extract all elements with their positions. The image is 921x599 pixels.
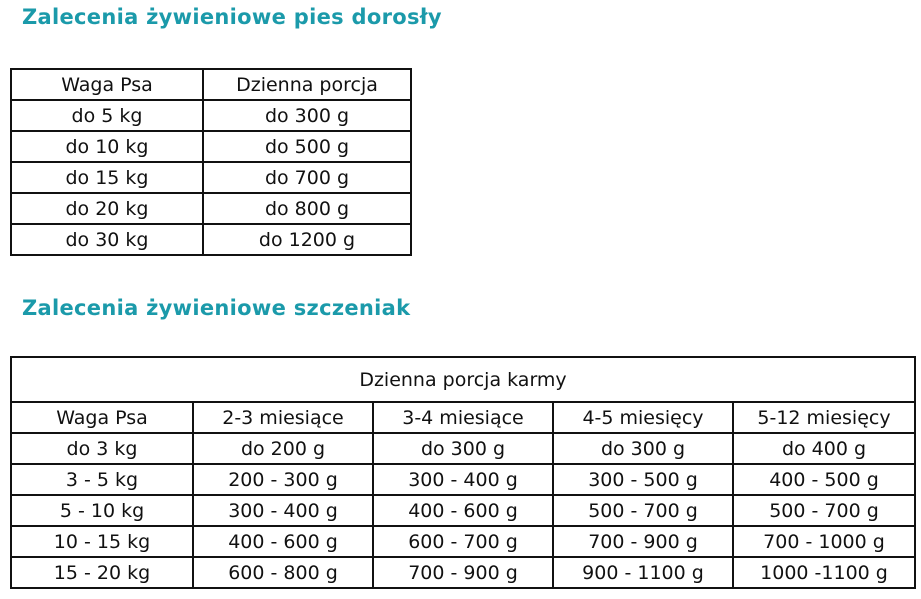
table-cell: 15 - 20 kg xyxy=(11,557,193,588)
table-cell: 900 - 1100 g xyxy=(553,557,733,588)
table-cell: 700 - 900 g xyxy=(373,557,553,588)
adult-section-title: Zalecenia żywieniowe pies dorosły xyxy=(22,5,442,29)
table-cell: 600 - 800 g xyxy=(193,557,373,588)
table-cell: do 700 g xyxy=(203,162,411,193)
table-caption-row xyxy=(11,357,915,402)
table-cell: 300 - 400 g xyxy=(193,495,373,526)
table-cell: 300 - 400 g xyxy=(373,464,553,495)
table-cell: 3 - 5 kg xyxy=(11,464,193,495)
table-row xyxy=(11,193,411,224)
column-header-4-5-months: 4-5 miesięcy xyxy=(553,402,733,433)
table-cell: 1000 -1100 g xyxy=(733,557,915,588)
table-cell: do 300 g xyxy=(553,433,733,464)
table-cell: do 5 kg xyxy=(11,100,203,131)
column-header-5-12-months: 5-12 miesięcy xyxy=(733,402,915,433)
table-cell: do 200 g xyxy=(193,433,373,464)
table-cell: do 20 kg xyxy=(11,193,203,224)
puppy-section-title: Zalecenia żywieniowe szczeniak xyxy=(22,296,411,320)
table-row xyxy=(11,100,411,131)
puppy-feeding-table xyxy=(10,356,916,589)
table-cell: 400 - 500 g xyxy=(733,464,915,495)
table-header-row xyxy=(11,69,411,100)
table-cell: 10 - 15 kg xyxy=(11,526,193,557)
column-header-weight: Waga Psa xyxy=(11,69,203,100)
table-cell: 500 - 700 g xyxy=(553,495,733,526)
table-cell: do 300 g xyxy=(203,100,411,131)
adult-feeding-table xyxy=(10,68,412,256)
table-cell: do 15 kg xyxy=(11,162,203,193)
table-cell: 5 - 10 kg xyxy=(11,495,193,526)
table-cell: 400 - 600 g xyxy=(373,495,553,526)
table-row xyxy=(11,526,915,557)
table-cell: do 10 kg xyxy=(11,131,203,162)
table-cell: 400 - 600 g xyxy=(193,526,373,557)
table-cell: do 500 g xyxy=(203,131,411,162)
table-cell: do 300 g xyxy=(373,433,553,464)
column-header-daily-portion: Dzienna porcja xyxy=(203,69,411,100)
column-header-3-4-months: 3-4 miesiące xyxy=(373,402,553,433)
table-caption: Dzienna porcja karmy xyxy=(11,357,915,402)
table-header-row xyxy=(11,402,915,433)
table-cell: do 800 g xyxy=(203,193,411,224)
table-cell: 700 - 1000 g xyxy=(733,526,915,557)
table-cell: do 30 kg xyxy=(11,224,203,255)
table-cell: 700 - 900 g xyxy=(553,526,733,557)
table-cell: do 3 kg xyxy=(11,433,193,464)
table-cell: 300 - 500 g xyxy=(553,464,733,495)
table-cell: 500 - 700 g xyxy=(733,495,915,526)
table-cell: do 400 g xyxy=(733,433,915,464)
table-row xyxy=(11,224,411,255)
table-row xyxy=(11,495,915,526)
table-cell: 600 - 700 g xyxy=(373,526,553,557)
column-header-weight: Waga Psa xyxy=(11,402,193,433)
table-cell: 200 - 300 g xyxy=(193,464,373,495)
column-header-2-3-months: 2-3 miesiące xyxy=(193,402,373,433)
table-row xyxy=(11,464,915,495)
table-cell: do 1200 g xyxy=(203,224,411,255)
table-row xyxy=(11,433,915,464)
table-row xyxy=(11,162,411,193)
table-row xyxy=(11,131,411,162)
table-row xyxy=(11,557,915,588)
